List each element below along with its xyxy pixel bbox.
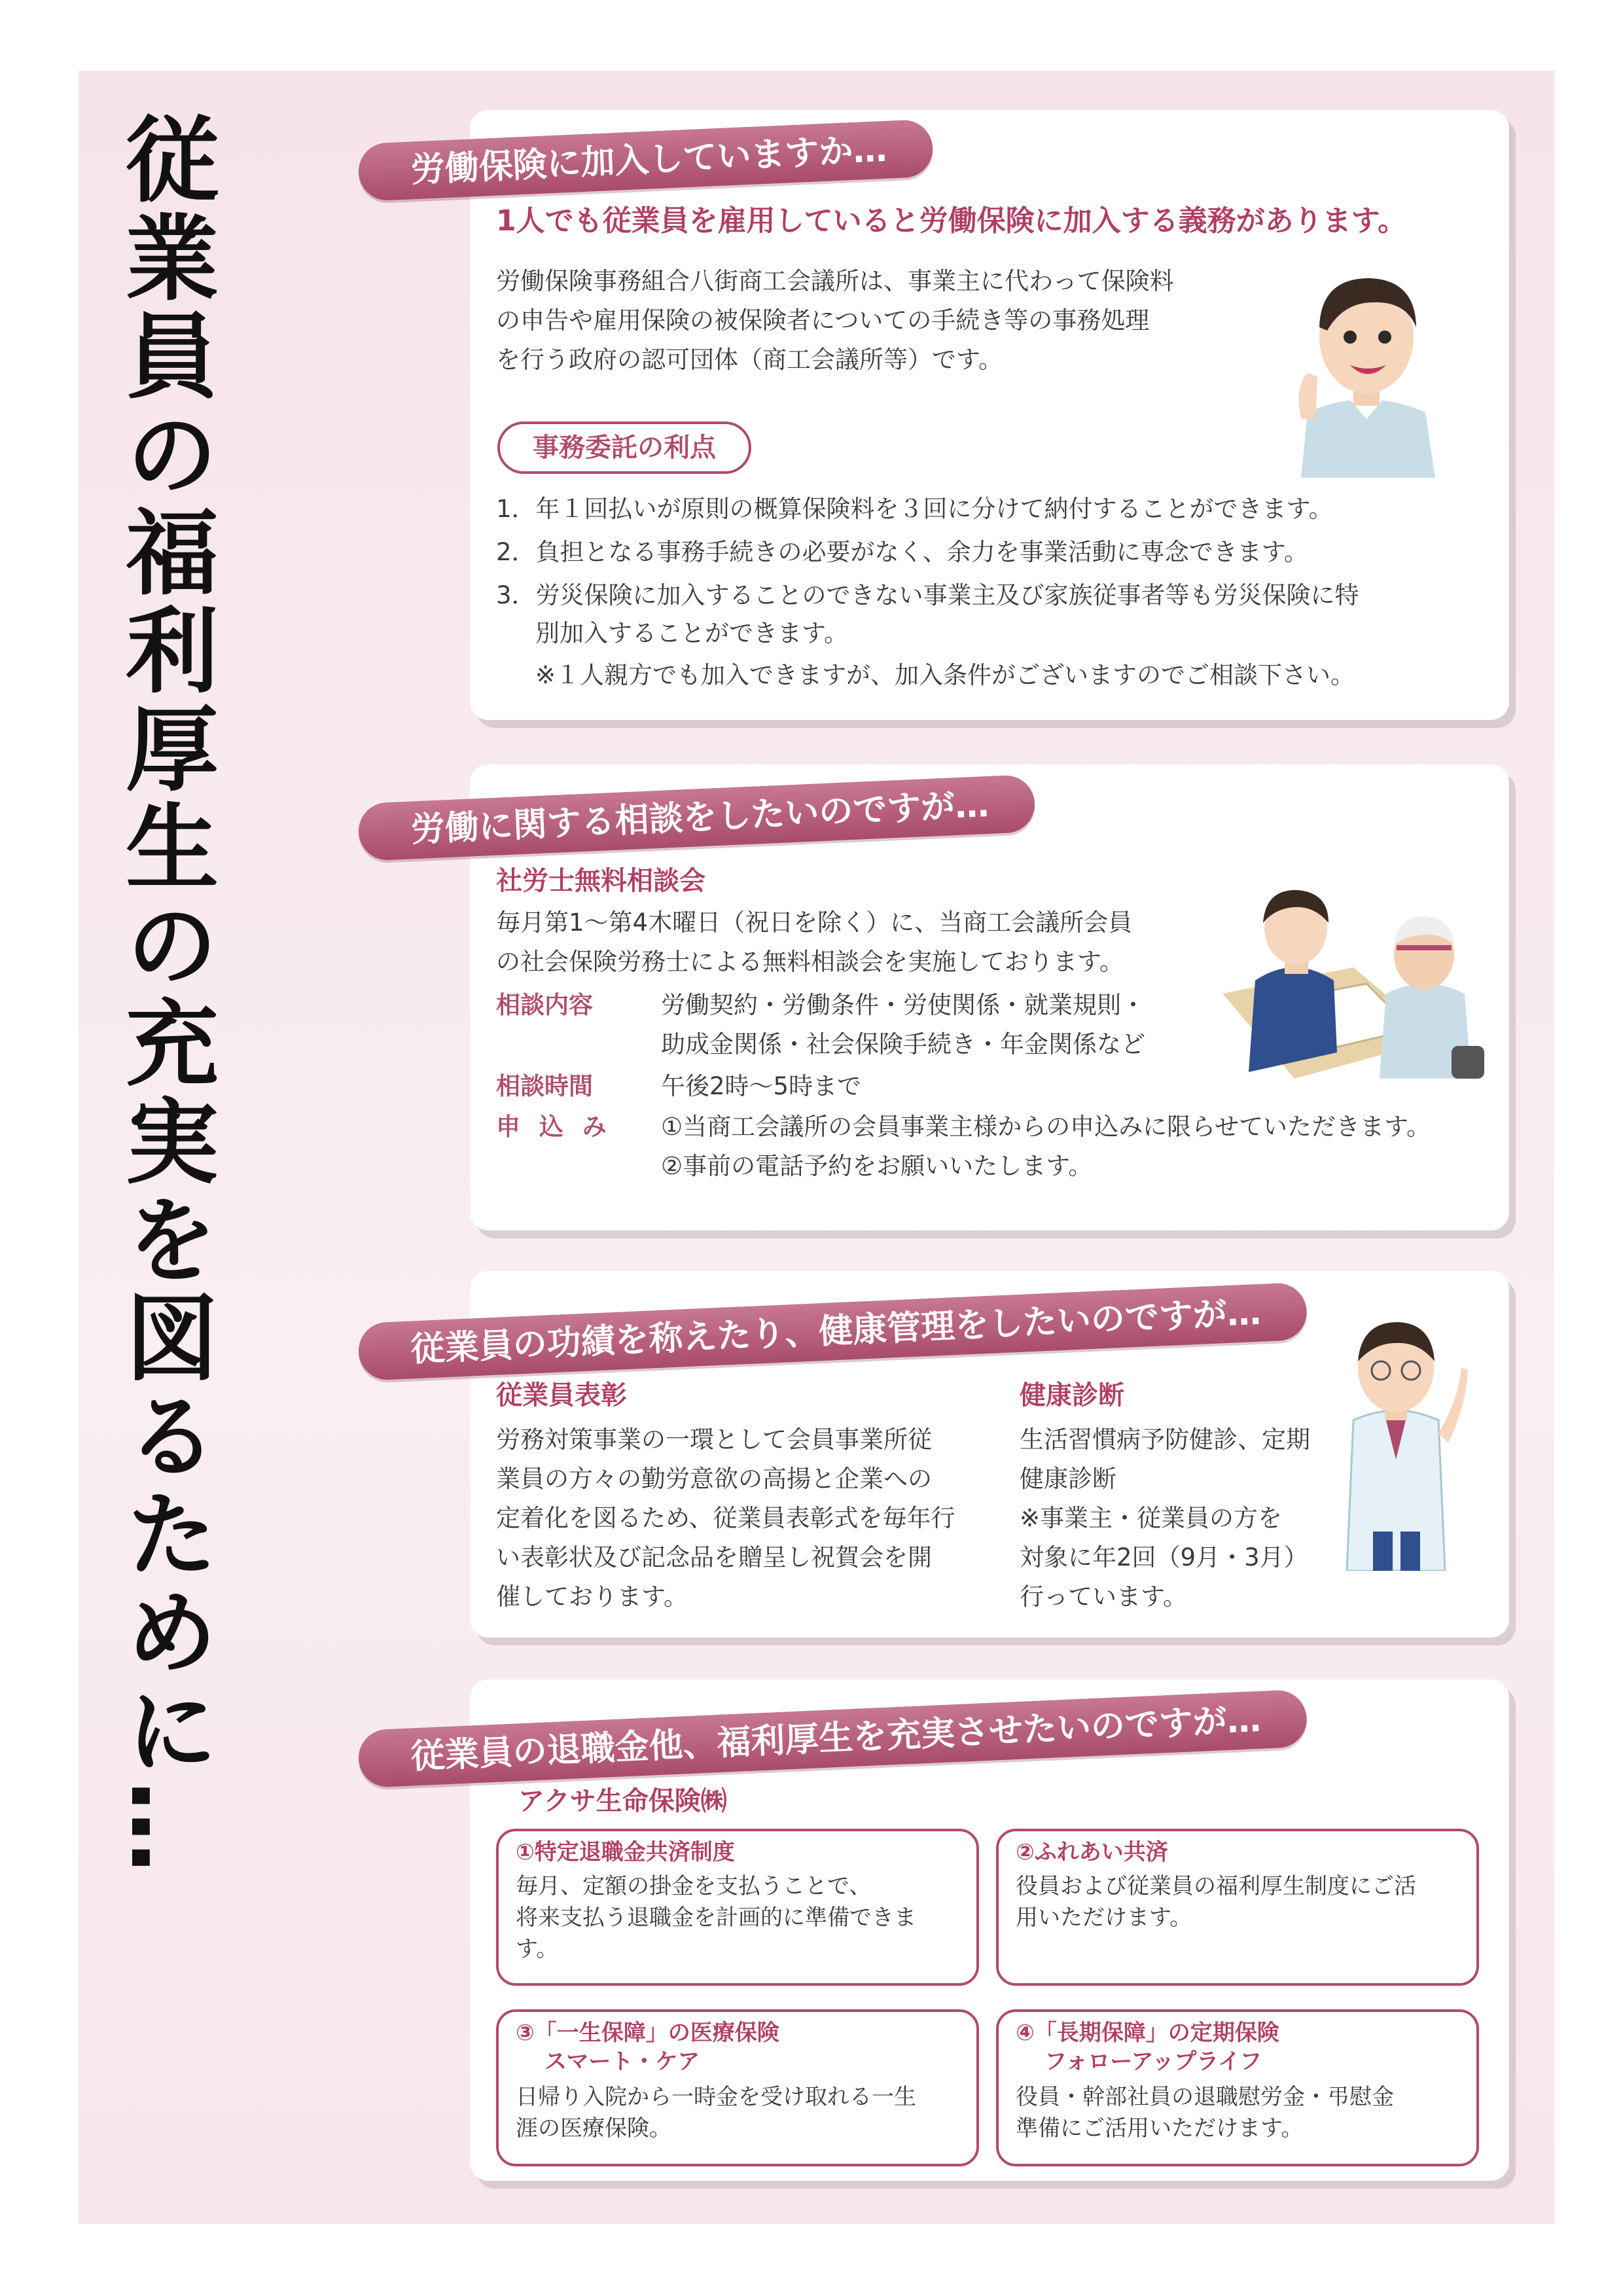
section-labor-consultation [410, 764, 1509, 1230]
section-banner: 従業員の功績を称えたり、健康管理をしたいのですが… [357, 1282, 1308, 1381]
consult-time-value: 午後2時～5時まで [661, 1072, 862, 1100]
body-line: 対象に年2回（9月・3月） [1020, 1543, 1308, 1571]
list-note: ※１人親方でも加入できますが、加入条件がございますのでご相談下さい。 [535, 661, 1355, 689]
plan-body-line: 準備にご活用いただけます。 [1016, 2115, 1304, 2142]
body-line: 毎月第1～第4木曜日（祝日を除く）に、当商工会議所会員 [496, 908, 1133, 937]
plan-box [496, 1829, 979, 1986]
consult-time-label: 相談時間 [496, 1072, 593, 1100]
body-line: 労務対策事業の一環として会員事業所従 [496, 1426, 932, 1454]
body-line: 業員の方々の勤労意欲の高揚と企業への [496, 1465, 932, 1493]
section-labor-insurance [410, 110, 1509, 720]
body-line: 労働保険事務組合八街商工会議所は、事業主に代わって保険料 [496, 267, 1174, 295]
body-line: を行う政府の認可団体（商工会議所等）です。 [496, 346, 1003, 374]
section-banner: 労働保険に加入していますか… [357, 119, 934, 202]
consult-content-value: 労働契約・労働条件・労使関係・就業規則・ [661, 991, 1145, 1019]
consult-content-value: 助成金関係・社会保険手続き・年金関係など [661, 1030, 1145, 1058]
plan-subtitle: フォローアップライフ [1044, 2049, 1262, 2075]
consult-apply-value: ①当商工会議所の会員事業主様からの申込みに限らせていただきます。 [661, 1113, 1431, 1141]
doctor-illustration [1327, 1309, 1471, 1571]
plan-body-line: 役員および従業員の福利厚生制度にご活 [1016, 1873, 1416, 1899]
insurer-name: アクサ生命保険㈱ [518, 1786, 727, 1816]
list-item: 1．年１回払いが原則の概算保険料を３回に分けて納付することができます。 [496, 495, 1333, 523]
plan-subtitle: スマート・ケア [544, 2049, 700, 2075]
plan-title: ①特定退職金共済制度 [516, 1839, 735, 1865]
list-item: 3．労災保険に加入することのできない事業主及び家族従事者等も労災保険に特 [496, 581, 1359, 609]
vertical-page-title: 従業員の福利厚生の充実を図るために… [110, 111, 218, 1878]
plan-body-line: 用いただけます。 [1016, 1905, 1192, 1931]
plan-body-line: 毎月、定額の掛金を支払うことで、 [516, 1873, 872, 1899]
consult-apply-value: ②事前の電話予約をお願いいたします。 [661, 1152, 1093, 1180]
plan-body-line: 役員・幹部社員の退職慰労金・弔慰金 [1016, 2084, 1394, 2110]
benefits-pill-label: 事務委託の利点 [497, 422, 751, 474]
body-line: い表彰状及び記念品を贈呈し祝賀会を開 [496, 1543, 932, 1571]
body-line: 催しております。 [496, 1583, 688, 1611]
plan-body-line: す。 [516, 1936, 559, 1962]
section-retirement-benefits [410, 1679, 1509, 2181]
plan-body-line: 日帰り入院から一時金を受け取れる一生 [516, 2084, 916, 2110]
section-headline: 1人でも従業員を雇用していると労働保険に加入する義務があります。 [496, 204, 1407, 238]
health-check-title: 健康診断 [1020, 1380, 1124, 1410]
body-line: 生活習慣病予防健診、定期 [1020, 1426, 1310, 1454]
plan-body-line: 涯の医療保険。 [516, 2115, 671, 2142]
plan-box [996, 2009, 1479, 2166]
plan-title: ③「一生保障」の医療保険 [516, 2020, 779, 2046]
consultation-illustration [1222, 882, 1484, 1079]
consult-content-label: 相談内容 [496, 991, 593, 1019]
section-banner: 労働に関する相談をしたいのですが… [357, 774, 1036, 861]
plan-box [496, 2009, 979, 2166]
section-banner: 従業員の退職金他、福利厚生を充実させたいのですが… [357, 1689, 1308, 1788]
consult-apply-label: 申 込 み [496, 1113, 612, 1141]
body-line: の社会保険労務士による無料相談会を実施しております。 [496, 948, 1124, 976]
body-line: の申告や雇用保険の被保険者についての手続き等の事務処理 [496, 306, 1150, 334]
plan-box [996, 1829, 1479, 1986]
list-item: 別加入することができます。 [535, 619, 849, 647]
section-employee-recognition [410, 1271, 1509, 1638]
body-line: ※事業主・従業員の方を [1020, 1504, 1283, 1532]
plan-body-line: 将来支払う退職金を計画的に準備できま [516, 1905, 916, 1931]
plan-title: ②ふれあい共済 [1016, 1839, 1168, 1865]
body-line: 定着化を図るため、従業員表彰式を毎年行 [496, 1504, 955, 1532]
list-item: 2．負担となる事務手続きの必要がなく、余力を事業活動に専念できます。 [496, 538, 1308, 566]
body-line: 行っています。 [1020, 1583, 1188, 1611]
section-subtitle: 社労士無料相談会 [496, 866, 705, 896]
employee-award-title: 従業員表彰 [496, 1380, 627, 1410]
plan-title: ④「長期保障」の定期保険 [1016, 2020, 1279, 2046]
body-line: 健康診断 [1020, 1465, 1116, 1493]
thumbs-up-worker-illustration [1288, 255, 1445, 478]
